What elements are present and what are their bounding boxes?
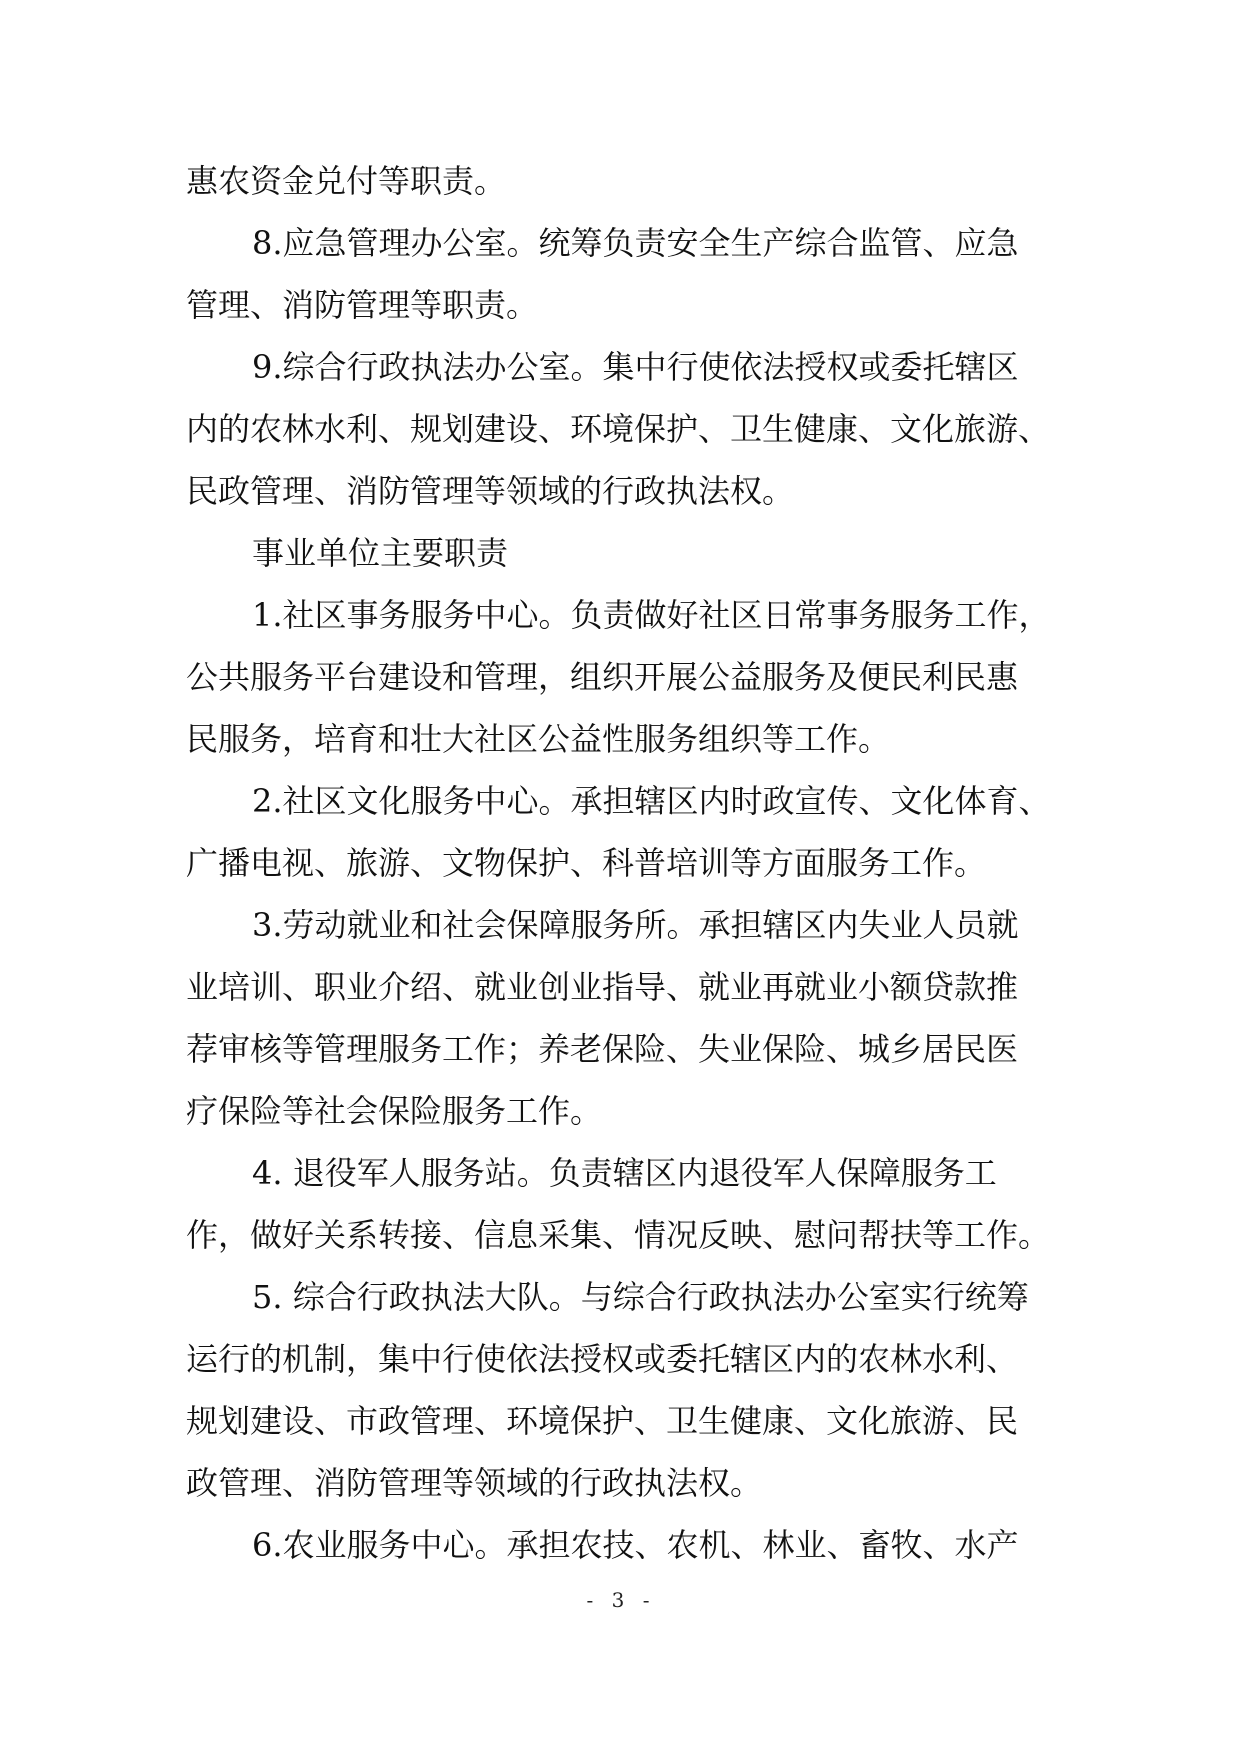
text-line-continuation: 民服务，培育和壮大社区公益性服务组织等工作。 (186, 720, 891, 758)
text-line-item-3-start: 3.劳动就业和社会保障服务所。承担辖区内失业人员就 (252, 906, 1019, 944)
text-line-continuation: 规划建设、市政管理、环境保护、卫生健康、文化旅游、民 (186, 1402, 1019, 1440)
text-line-continuation: 疗保险等社会保险服务工作。 (186, 1092, 603, 1130)
text-line-continuation: 公共服务平台建设和管理，组织开展公益服务及便民利民惠 (186, 658, 1019, 696)
section-heading: 事业单位主要职责 (252, 534, 509, 572)
text-line-continuation: 运行的机制，集中行使依法授权或委托辖区内的农林水利、 (186, 1340, 1019, 1378)
text-line-continuation: 惠农资金兑付等职责。 (186, 162, 507, 200)
text-line-item-4-start: 4. 退役军人服务站。负责辖区内退役军人保障服务工 (252, 1154, 997, 1192)
text-line-item-8-start: 8.应急管理办公室。统筹负责安全生产综合监管、应急 (252, 224, 1019, 262)
text-line-continuation: 民政管理、消防管理等领域的行政执法权。 (186, 472, 795, 510)
text-line-continuation: 管理、消防管理等职责。 (186, 286, 539, 324)
page-number: - 3 - (586, 1588, 656, 1612)
text-line-continuation: 作，做好关系转接、信息采集、情况反映、慰问帮扶等工作。 (186, 1216, 1051, 1254)
text-line-continuation: 政管理、消防管理等领域的行政执法权。 (186, 1464, 763, 1502)
text-line-item-5-start: 5. 综合行政执法大队。与综合行政执法办公室实行统筹 (252, 1278, 1029, 1316)
text-line-item-9-start: 9.综合行政执法办公室。集中行使依法授权或委托辖区 (252, 348, 1019, 386)
text-line-continuation: 广播电视、旅游、文物保护、科普培训等方面服务工作。 (186, 844, 987, 882)
text-line-item-2-start: 2.社区文化服务中心。承担辖区内时政宣传、文化体育、 (252, 782, 1051, 820)
text-line-item-1-start: 1.社区事务服务中心。负责做好社区日常事务服务工作， (252, 596, 1051, 634)
text-line-continuation: 业培训、职业介绍、就业创业指导、就业再就业小额贷款推 (186, 968, 1019, 1006)
document-body (186, 150, 1056, 1576)
text-line-continuation: 荐审核等管理服务工作；养老保险、失业保险、城乡居民医 (186, 1030, 1019, 1068)
text-line-item-6-start: 6.农业服务中心。承担农技、农机、林业、畜牧、水产 (252, 1526, 1019, 1564)
text-line-continuation: 内的农林水利、规划建设、环境保护、卫生健康、文化旅游、 (186, 410, 1051, 448)
